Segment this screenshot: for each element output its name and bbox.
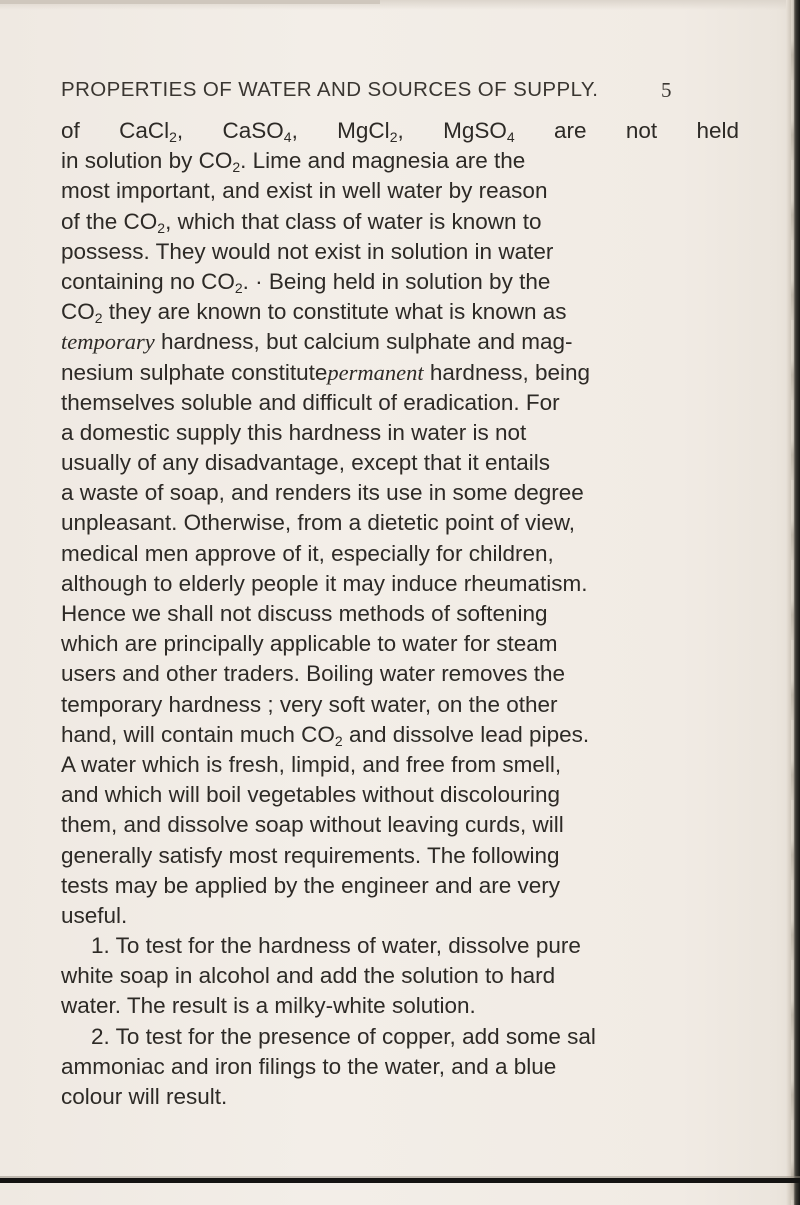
- text-line-26: tests may be applied by the engineer and are very: [61, 872, 561, 898]
- text-line-30: water. The result is a milky-white solution.: [61, 993, 476, 1019]
- text-line-20: temporary hardness ; very soft water, on the other: [61, 691, 558, 717]
- text-line-25: generally satisfy most requirements. The following: [61, 842, 560, 868]
- text-line-2: in solution by $CO_2$. Lime and magnesia are the: [61, 148, 526, 176]
- body-text: [61, 116, 739, 1112]
- text-line-10: themselves soluble and difficult of eradication. For: [61, 389, 560, 415]
- right-edge-stripe: [791, 0, 794, 1205]
- formula-mgcl2: MgCl$_2$,: [337, 118, 404, 145]
- text-line-28: 1. To test for the hardness of water, dissolve pure: [91, 933, 581, 959]
- text-line-33: colour will result.: [61, 1084, 228, 1109]
- italic-term-temporary: temporary: [61, 329, 155, 355]
- text-line-22: A water which is fresh, limpid, and free from smell,: [61, 751, 562, 777]
- formula-caso4: CaSO$_4$,: [222, 118, 298, 145]
- text-line-21: hand, will contain much $CO_2$ and dissolve lead pipes.: [61, 721, 590, 749]
- top-edge-rule: [0, 0, 380, 4]
- page-number: 5: [661, 78, 672, 102]
- formula-cacl2: CaCl$_2$,: [119, 118, 184, 145]
- word: of: [61, 118, 80, 143]
- text-line-18: which are principally applicable to water for steam: [61, 631, 558, 657]
- formula-mgso4: MgSO$_4$: [443, 118, 515, 145]
- text-line-32: ammoniac and iron filings to the water, and a blue: [61, 1053, 557, 1079]
- text-line-9: nesium sulphate constitutepermanent hardness, being: [61, 359, 591, 385]
- word: are: [553, 118, 587, 143]
- text-line-24: them, and dissolve soap without leaving curds, will: [61, 812, 564, 838]
- text-line-11: a domestic supply this hardness in water is not: [61, 419, 527, 445]
- text-line-1: [61, 116, 739, 146]
- text-line-5: possess. They would not exist in solution in water: [61, 238, 554, 264]
- text-line-29: white soap in alcohol and add the solution to hard: [61, 963, 556, 989]
- word: held: [696, 118, 739, 143]
- text-line-8: temporary hardness, but calcium sulphate and mag-: [61, 329, 573, 355]
- text-line-7: $CO_2$ they are known to constitute what is known as: [61, 299, 567, 327]
- text-line-3: most important, and exist in well water by reason: [61, 178, 548, 204]
- text-line-4: of the $CO_2$, which that class of water is known to: [61, 208, 542, 236]
- text-line-12: usually of any disadvantage, except that it entails: [61, 450, 551, 476]
- italic-term-permanent: permanent: [327, 359, 424, 385]
- text-line-17: Hence we shall not discuss methods of softening: [61, 601, 548, 626]
- text-line-31: 2. To test for the presence of copper, add some sal: [91, 1023, 596, 1049]
- text-line-23: and which will boil vegetables without discolouring: [61, 782, 561, 808]
- running-header: [61, 78, 761, 108]
- text-line-19: users and other traders. Boiling water removes the: [61, 661, 565, 687]
- text-line-13: a waste of soap, and renders its use in some degree: [61, 480, 584, 506]
- text-line-15: medical men approve of it, especially for children,: [61, 540, 554, 566]
- text-line-14: unpleasant. Otherwise, from a dietetic point of view,: [61, 510, 576, 536]
- text-line-6: containing no $CO_2$. · Being held in solution by the: [61, 268, 551, 296]
- text-line-27: useful.: [61, 902, 128, 928]
- running-title: PROPERTIES OF WATER AND SOURCES OF SUPPLY.: [61, 78, 599, 101]
- bottom-edge-bar: [0, 1178, 800, 1183]
- text-line-16: although to elderly people it may induce rheumatism.: [61, 570, 588, 596]
- word: not: [625, 118, 658, 143]
